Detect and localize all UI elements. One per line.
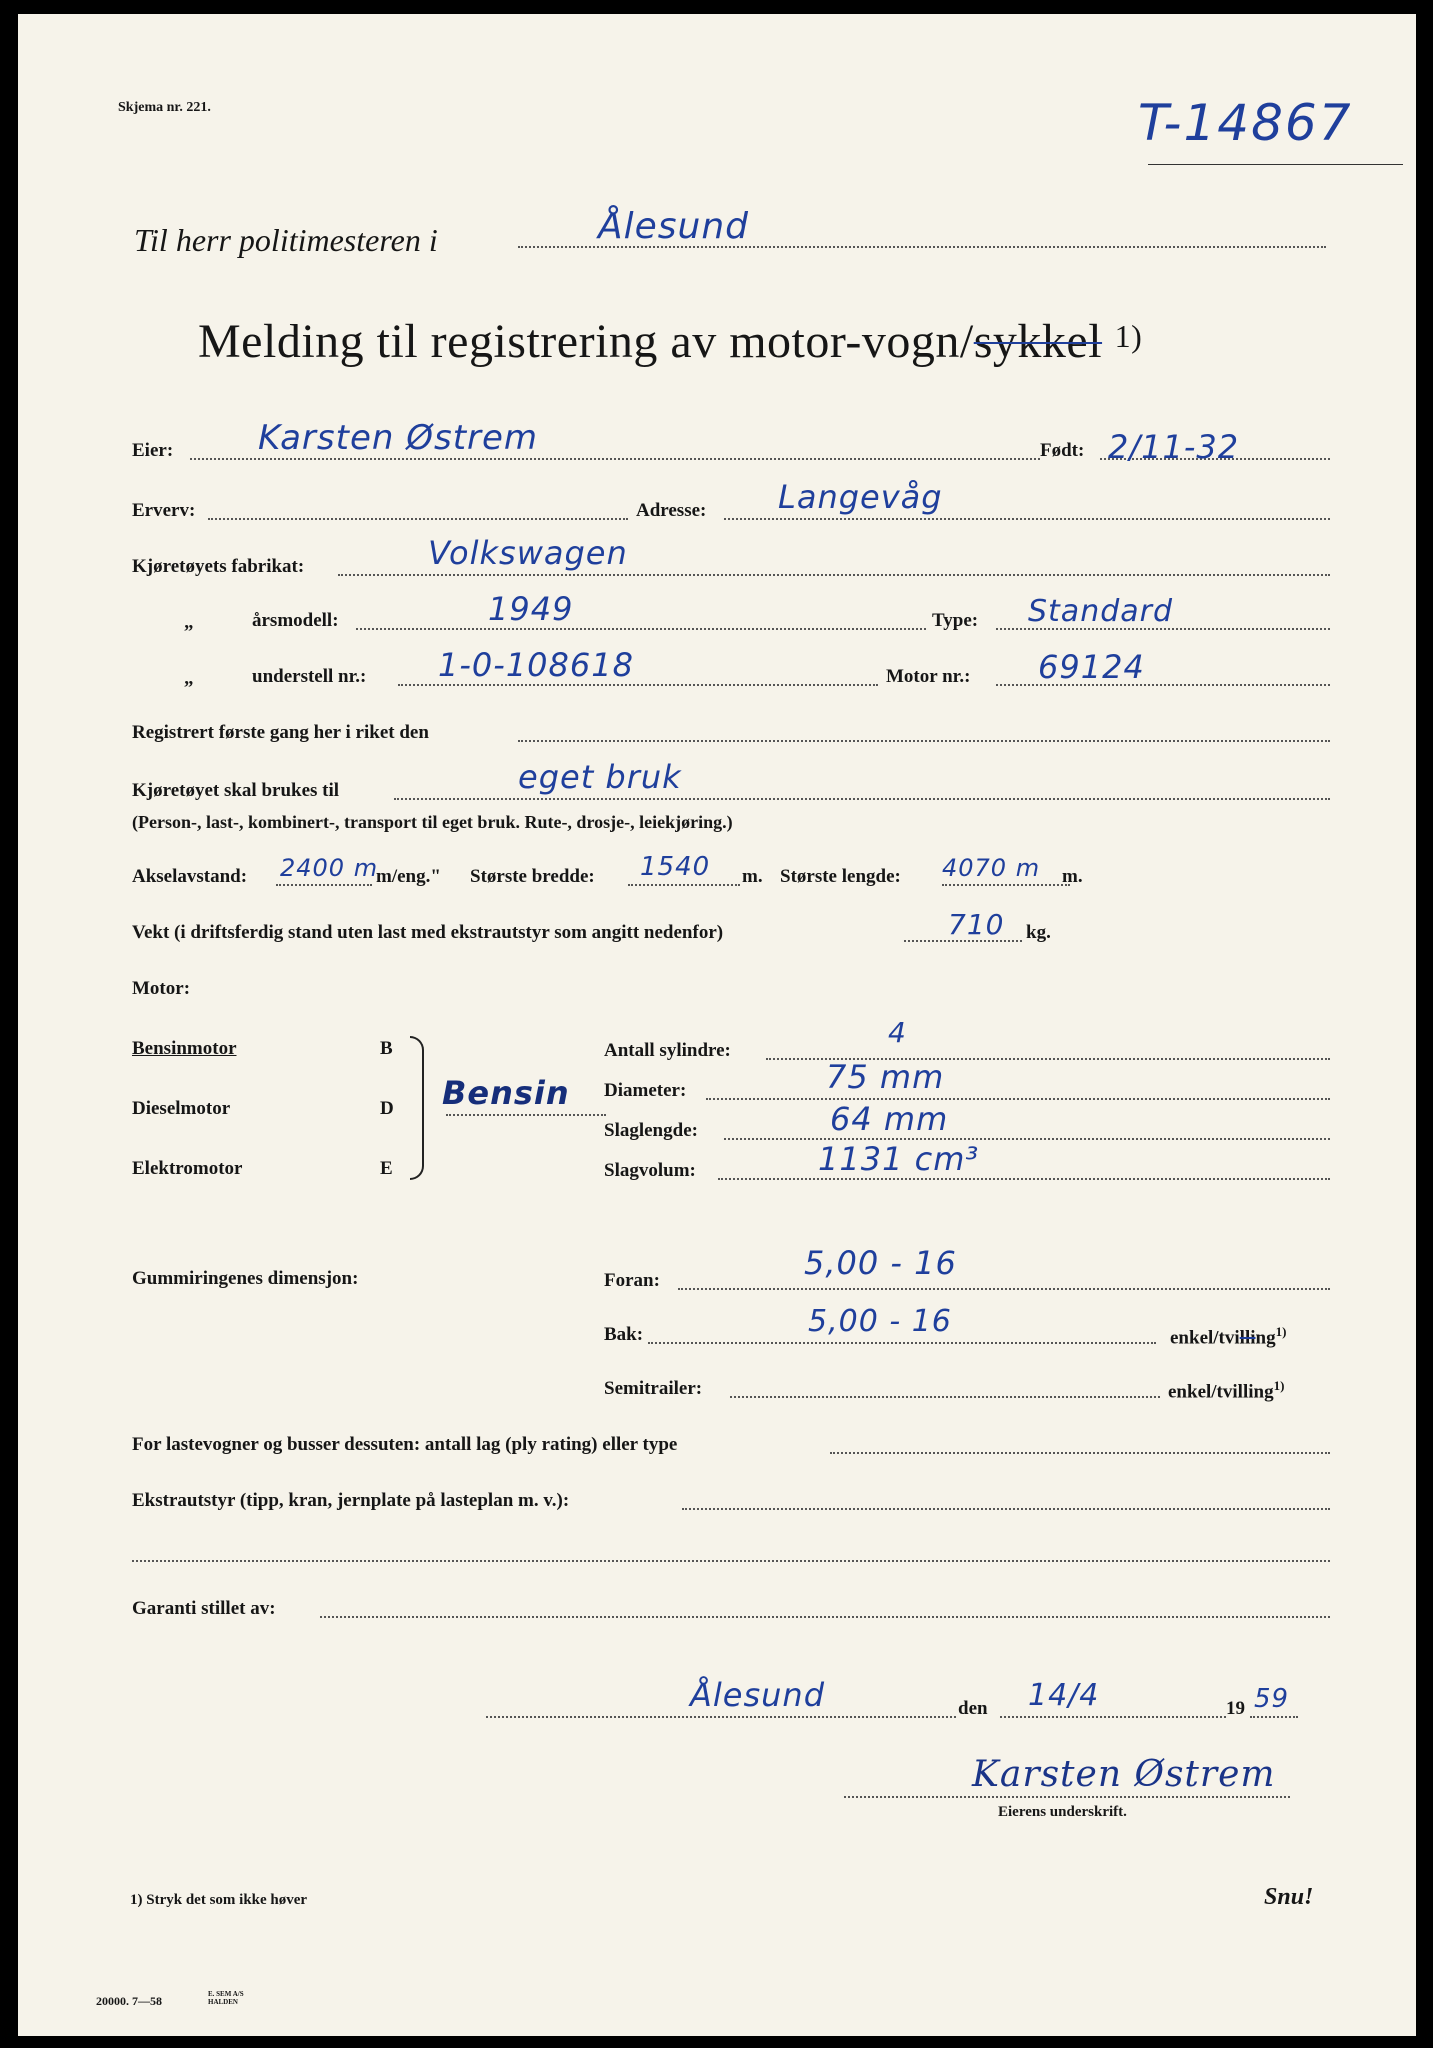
motor-code-b: B — [380, 1038, 393, 1059]
form-number: Skjema nr. 221. — [118, 100, 211, 115]
lengde-unit: m. — [1062, 866, 1083, 887]
fabrikat-label: Kjøretøyets fabrikat: — [132, 556, 305, 577]
addressee-line — [518, 246, 1326, 248]
bredde-value: 1540 — [640, 852, 711, 882]
erverv-label: Erverv: — [132, 500, 196, 521]
garanti-line — [320, 1616, 1330, 1618]
ekstrautstyr-line — [682, 1508, 1330, 1510]
archive-reference: T-14867 — [1138, 94, 1353, 152]
bak-label: Bak: — [604, 1324, 644, 1345]
aksel-value: 2400 m — [280, 854, 379, 882]
slagvolum-line — [718, 1178, 1330, 1180]
lengde-label: Største lengde: — [780, 866, 901, 887]
signature-date: 14/4 — [1028, 1678, 1100, 1713]
diameter-label: Diameter: — [604, 1080, 687, 1101]
brukes-value: eget bruk — [518, 758, 682, 796]
signature-caption: Eierens underskrift. — [998, 1804, 1127, 1820]
vekt-value: 710 — [948, 908, 1005, 941]
lengde-line — [942, 884, 1070, 886]
motor-nr-label: Motor nr.: — [886, 666, 971, 687]
signature-place: Ålesund — [690, 1676, 826, 1714]
bredde-line — [628, 884, 740, 886]
foran-label: Foran: — [604, 1270, 660, 1291]
understell-line — [398, 684, 878, 686]
brukes-line — [394, 798, 1330, 800]
understell-value: 1-0-108618 — [438, 646, 634, 684]
registrert-line — [518, 740, 1330, 742]
title-struck-word: sykkel — [973, 315, 1103, 368]
sylindre-value: 4 — [888, 1016, 907, 1049]
ekstrautstyr-line-2 — [132, 1560, 1330, 1562]
brukes-label: Kjøretøyet skal brukes til — [132, 780, 340, 801]
foran-line — [678, 1288, 1330, 1290]
slagvolum-value: 1131 cm³ — [818, 1140, 980, 1178]
owner-signature: Karsten Østrem — [972, 1754, 1276, 1795]
vekt-unit: kg. — [1026, 922, 1051, 943]
bak-line — [648, 1342, 1156, 1344]
brukes-note: (Person-, last-, kombinert-, transport til eget bruk. Rute-, drosje-, leiekjøring.) — [132, 812, 733, 832]
motor-code-e: E — [380, 1158, 393, 1179]
archive-ref-underline — [1148, 164, 1403, 165]
signature-line — [844, 1796, 1290, 1798]
year-suffix: 59 — [1254, 1684, 1290, 1714]
slaglengde-value: 64 mm — [830, 1100, 949, 1138]
lastevogner-line — [830, 1452, 1330, 1454]
eier-label: Eier: — [132, 440, 174, 461]
aksel-unit: m/eng." — [376, 866, 441, 887]
print-code: 20000. 7—58 — [96, 1994, 162, 2008]
motor-type-diesel: Dieselmotor — [132, 1098, 231, 1119]
bak-value: 5,00 - 16 — [808, 1304, 952, 1339]
aksel-label: Akselavstand: — [132, 866, 248, 887]
sylindre-label: Antall sylindre: — [604, 1040, 731, 1061]
motor-label: Motor: — [132, 978, 191, 999]
lengde-value: 4070 m — [942, 854, 1041, 882]
fabrikat-value: Volkswagen — [428, 534, 628, 572]
bredde-label: Største bredde: — [470, 866, 595, 887]
slagvolum-label: Slagvolum: — [604, 1160, 696, 1181]
motor-selected-line — [446, 1114, 606, 1116]
fabrikat-line — [338, 574, 1330, 576]
adresse-value: Langevåg — [778, 478, 943, 516]
adresse-label: Adresse: — [636, 500, 707, 521]
understell-label: understell nr.: — [252, 666, 367, 687]
diameter-value: 75 mm — [826, 1058, 945, 1096]
bak-suffix: enkel/tvilling$^{1)}$ — [1170, 1324, 1287, 1349]
erverv-line — [208, 518, 628, 520]
fodt-label: Født: — [1040, 440, 1085, 461]
arsmodell-line — [356, 628, 926, 630]
ekstrautstyr-label: Ekstrautstyr (tipp, kran, jernplate på lasteplan m. v.): — [132, 1490, 570, 1511]
arsmodell-label: årsmodell: — [252, 610, 339, 631]
fodt-value: 2/11-32 — [1108, 428, 1240, 466]
foran-value: 5,00 - 16 — [804, 1244, 957, 1282]
lastevogner-label: For lastevogner og busser dessuten: antall lag (ply rating) eller type — [132, 1434, 678, 1455]
garanti-label: Garanti stillet av: — [132, 1598, 276, 1619]
eier-value: Karsten Østrem — [258, 418, 539, 458]
printer-mark: E. SEM A/S HALDEN — [208, 1990, 244, 2006]
registration-form-page — [18, 14, 1416, 2036]
bredde-unit: m. — [742, 866, 763, 887]
tires-label: Gummiringenes dimensjon: — [132, 1268, 359, 1289]
arsmodell-value: 1949 — [488, 590, 574, 628]
type-label: Type: — [932, 610, 979, 631]
semitrailer-line — [730, 1396, 1160, 1398]
footnote: 1) Stryk det som ikke høver — [130, 1892, 308, 1908]
aksel-line — [276, 884, 372, 886]
addressee-label: Til herr politimesteren i — [134, 222, 438, 258]
turn-over: Snu! — [1264, 1884, 1314, 1910]
semitrailer-label: Semitrailer: — [604, 1378, 703, 1399]
date-line — [1000, 1716, 1226, 1718]
adresse-line — [724, 518, 1330, 520]
addressee-value: Ålesund — [598, 206, 750, 247]
motor-selected: Bensin — [442, 1074, 570, 1112]
motor-code-d: D — [380, 1098, 394, 1119]
motor-type-elektro: Elektromotor — [132, 1158, 243, 1179]
den-label: den — [958, 1698, 988, 1719]
registrert-label: Registrert første gang her i riket den — [132, 722, 429, 743]
ditto-mark: „ — [184, 612, 194, 633]
year-line — [1250, 1716, 1298, 1718]
year-prefix: 19 — [1226, 1698, 1245, 1719]
place-line — [486, 1716, 956, 1718]
ditto-mark: „ — [184, 668, 194, 689]
motor-type-bensin: Bensinmotor — [132, 1038, 237, 1059]
eier-line — [190, 458, 1040, 460]
slaglengde-label: Slaglengde: — [604, 1120, 698, 1141]
semitrailer-suffix: enkel/tvilling$^{1)}$ — [1168, 1378, 1285, 1403]
diameter-line — [706, 1098, 1330, 1100]
motor-nr-value: 69124 — [1038, 648, 1145, 686]
vekt-label: Vekt (i driftsferdig stand uten last med ekstrautstyr som angitt nedenfor) — [132, 922, 724, 943]
type-value: Standard — [1028, 594, 1174, 629]
motor-brace — [410, 1036, 424, 1180]
slaglengde-line — [724, 1138, 1330, 1140]
form-title: Melding til registrering av motor-vogn/sykkel $^{1)}$ — [198, 315, 1143, 368]
